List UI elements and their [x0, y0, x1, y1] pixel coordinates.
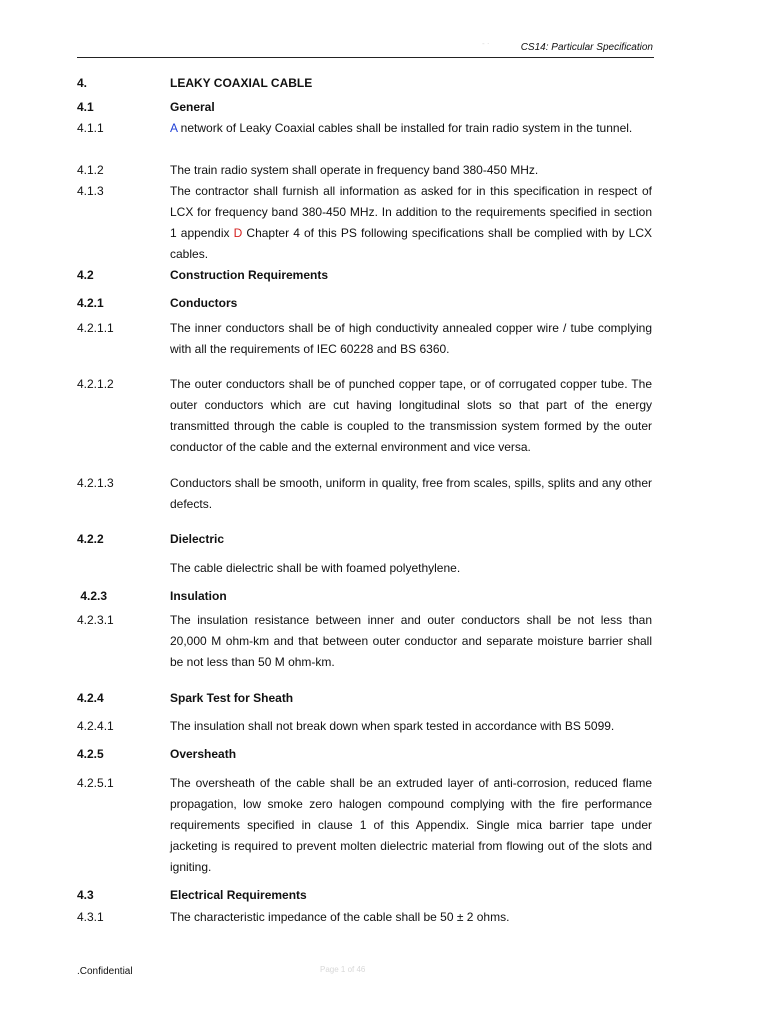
- section-title: Dielectric: [170, 532, 225, 546]
- section-title: Conductors: [170, 296, 238, 310]
- clause-body-cont: Chapter 4 of this PS following specifications shall be complied with by LCX cables.: [170, 226, 652, 261]
- section-number: 4.1: [77, 100, 94, 114]
- section-title: Insulation: [170, 589, 227, 603]
- section-title: Spark Test for Sheath: [170, 691, 294, 705]
- clause-text: Conductors shall be smooth, uniform in quality, free from scales, spills, splits and any other defects.: [170, 476, 652, 511]
- section-title: LEAKY COAXIAL CABLE: [170, 76, 313, 90]
- section-number: 4.2.1: [77, 296, 104, 310]
- clause-number: 4.1.3: [77, 184, 104, 198]
- clause-marker: A: [170, 121, 178, 135]
- header-title: CS14: Particular Specification: [520, 42, 653, 53]
- section-number: 4.2.3: [77, 589, 108, 603]
- footer-page-number: Page 1 of 46: [320, 965, 366, 974]
- clause-text: [170, 181, 652, 265]
- clause-body: The contractor shall furnish all information as asked for in this specification in respect of LCX for frequency band 380-450 MHz. In addition to the requirements specified in section 1 appendix: [170, 184, 652, 240]
- clause-body: network of Leaky Coaxial cables shall be installed for train radio system in the tunnel.: [177, 121, 633, 135]
- clause-number: 4.2.4.1: [77, 719, 114, 733]
- section-title: Electrical Requirements: [170, 888, 307, 902]
- section-title: General: [170, 100, 215, 114]
- clause-number: 4.2.1.2: [77, 377, 114, 391]
- section-number: 4.: [77, 76, 88, 90]
- section-number: 4.2.5: [77, 747, 104, 761]
- clause-text: The characteristic impedance of the cable shall be 50 ± 2 ohms.: [170, 910, 510, 924]
- clause-number: 4.1.1: [77, 121, 104, 135]
- section-title: Construction Requirements: [170, 268, 329, 282]
- section-number: 4.2.4: [77, 691, 104, 705]
- clause-text: The train radio system shall operate in frequency band 380-450 MHz.: [170, 163, 539, 177]
- clause-number: 4.2.1.1: [77, 321, 114, 335]
- header-faint-mark: - ·: [482, 39, 490, 48]
- clause-text: The oversheath of the cable shall be an extruded layer of anti-corrosion, reduced flame propagation, low smoke zero halogen compound complying with the fire performance requirements specified in clause 1 of this Appendix. Single mica barrier tape under jacketing is required to prevent molten dielectric material from flowing out of the slots and igniting.: [170, 776, 652, 874]
- clause-number: 4.2.3.1: [77, 613, 114, 627]
- section-number: 4.2: [77, 268, 94, 282]
- footer-confidential: .Confidential: [77, 966, 133, 977]
- clause-text: The cable dielectric shall be with foamed polyethylene.: [170, 561, 461, 575]
- clause-text: The insulation resistance between inner and outer conductors shall be not less than 20,000 M ohm-km and that between outer conductor and separate moisture barrier shall be not less than 50 M ohm-km.: [170, 613, 652, 669]
- clause-text: The inner conductors shall be of high conductivity annealed copper wire / tube complying with all the requirements of IEC 60228 and BS 6360.: [170, 321, 652, 356]
- section-title: Oversheath: [170, 747, 237, 761]
- clause-marker: D: [233, 226, 243, 240]
- clause-number: 4.1.2: [77, 163, 104, 177]
- section-number: 4.2.2: [77, 532, 104, 546]
- clause-text: The outer conductors shall be of punched copper tape, or of corrugated copper tube. The outer conductors which are cut having longitudinal slots so that part of the energy transmitted through the cable is coupled to the transmission system formed by the outer conductor of the cable and the external environment and vice versa.: [170, 377, 652, 454]
- clause-number: 4.2.5.1: [77, 776, 114, 790]
- clause-text: [170, 118, 652, 139]
- clause-text: The insulation shall not break down when spark tested in accordance with BS 5099.: [170, 719, 615, 733]
- clause-number: 4.3.1: [77, 910, 104, 924]
- section-number: 4.3: [77, 888, 94, 902]
- header-rule: [77, 57, 654, 58]
- clause-number: 4.2.1.3: [77, 476, 114, 490]
